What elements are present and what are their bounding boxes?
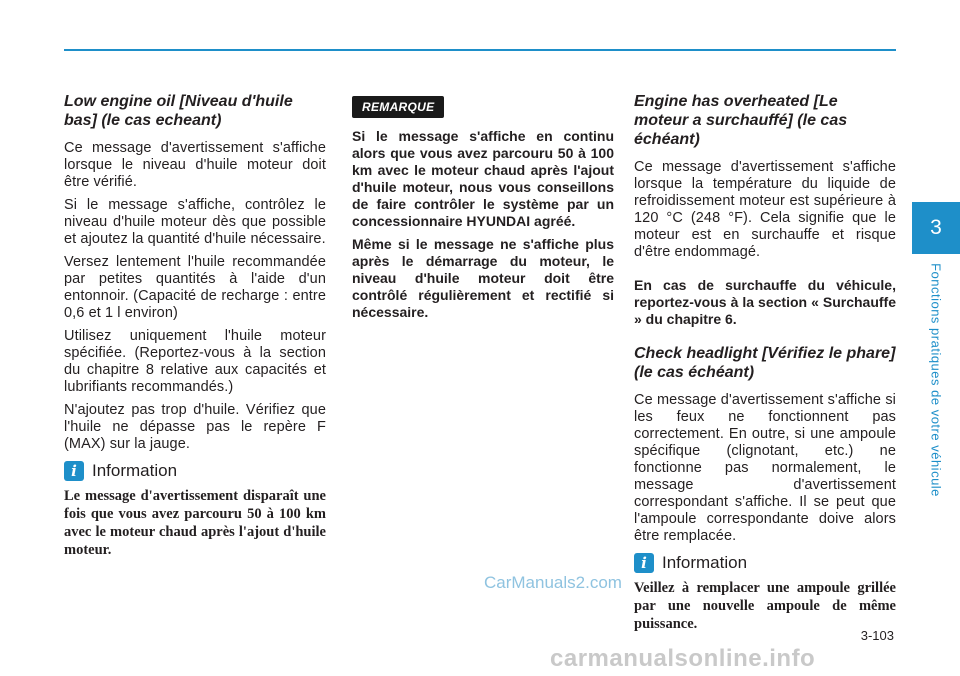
low-oil-paragraph-4: Utilisez uniquement l'huile moteur spécifiée. (Reportez-vous à la section du chapitre 8 relative aux capacités et lubrifiants recommandés.) <box>64 328 326 395</box>
info-box-header <box>64 461 326 481</box>
page-number: 3-103 <box>860 628 894 643</box>
remarque-paragraph-1: Si le message s'affiche en continu alors que vous avez parcouru 50 à 100 km avec le moteur chaud après l'ajout d'huile moteur, nous vous conseillons de faire contrôler le système par un concessionnaire HYUNDAI agréé. <box>352 128 614 229</box>
info-icon: i <box>634 553 654 573</box>
low-engine-oil-heading: Low engine oil [Niveau d'huile bas] (le cas echeant) <box>64 93 293 129</box>
check-headlight-heading: Check headlight [Vérifiez le phare] (le cas échéant) <box>634 345 896 381</box>
info-title: Information <box>92 461 178 480</box>
engine-overheated-heading: Engine has overheated [Le moteur a surchauffé] (le cas échéant) <box>634 93 848 148</box>
overheated-paragraph: Ce message d'avertissement s'affiche lorsque la température du liquide de refroidissement moteur est supérieure à 120 °C (248 °F). Cela signifie que le moteur est en surchauffe et risque d'être endommagé. <box>634 159 896 260</box>
info-title-2: Information <box>662 553 748 572</box>
low-oil-paragraph-5: N'ajoutez pas trop d'huile. Vérifiez que l'huile ne dépasse pas le repère F (MAX) sur la jauge. <box>64 402 326 452</box>
info-text: Le message d'avertissement disparaît une fois que vous avez parcouru 50 à 100 km avec le moteur chaud après l'ajout d'huile moteur. <box>64 488 326 558</box>
low-oil-paragraph-1: Ce message d'avertissement s'affiche lorsque le niveau d'huile moteur doit être vérifié. <box>64 140 326 190</box>
remarque-paragraph-2: Même si le message ne s'affiche plus après le démarrage du moteur, le niveau d'huile moteur doit être contrôlé régulièrement et rectifié si nécessaire. <box>352 236 614 320</box>
top-rule <box>64 49 896 51</box>
column-middle <box>352 96 614 327</box>
watermark-online: carmanualsonline.info <box>550 645 816 672</box>
low-oil-paragraph-3: Versez lentement l'huile recommandée par petites quantités à l'aide d'un entonnoir. (Capacité de recharge : entre 0,6 et 1 l environ) <box>64 254 326 321</box>
chapter-tab: 3 <box>912 202 960 254</box>
low-oil-paragraph-2: Si le message s'affiche, contrôlez le niveau d'huile moteur dès que possible et ajoutez la quantité d'huile nécessaire. <box>64 197 326 247</box>
headlight-paragraph: Ce message d'avertissement s'affiche si les feux ne fonctionnent pas correctement. En outre, si une ampoule spécifique (clignotant, etc.) ne fonctionne pas normalement, le message d'avertissement correspondant s'affiche. Il se peut que l'ampoule correspondante doive alors être remplacée. <box>634 392 896 544</box>
remarque-badge: REMARQUE <box>352 96 444 118</box>
info-box-header-2 <box>634 553 896 573</box>
overheated-bold-note: En cas de surchauffe du véhicule, reportez-vous à la section « Surchauffe » du chapitre 6. <box>634 277 896 327</box>
info-text-2: Veillez à remplacer une ampoule grillée par une nouvelle ampoule de même puissance. <box>634 580 896 632</box>
watermark-carmanuals: CarManuals2.com <box>484 573 622 592</box>
chapter-label: Fonctions pratiques de votre véhicule <box>928 263 944 497</box>
column-right <box>634 92 896 633</box>
info-icon: i <box>64 461 84 481</box>
column-left <box>64 92 326 559</box>
